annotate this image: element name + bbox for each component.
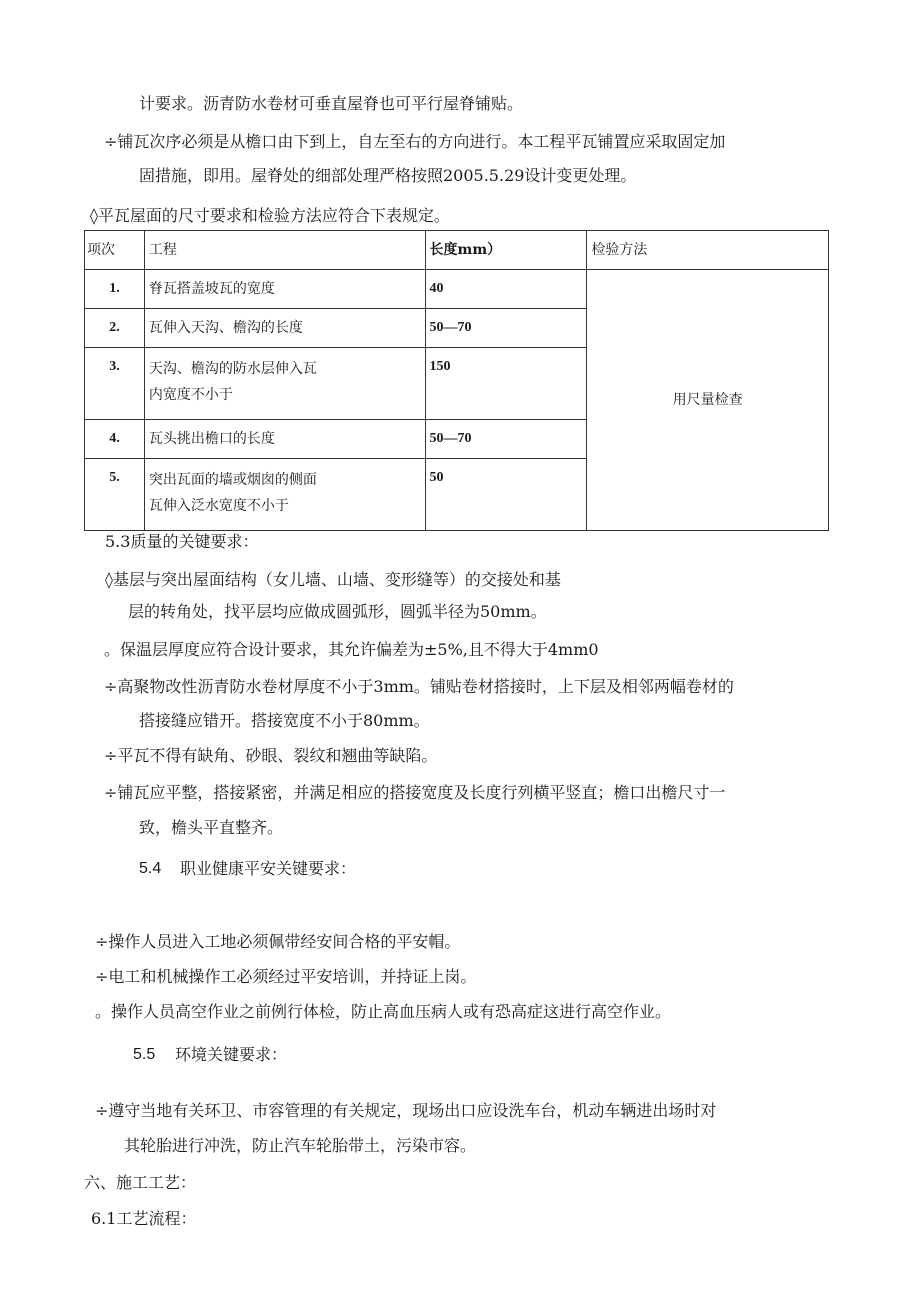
table-caption: ◊平瓦屋面的尺寸要求和检验方法应符合下表规定。 — [90, 206, 450, 225]
quality-req-1-line2: 层的转角处，找平层均应做成圆弧形，圆弧半径为50mm。 — [128, 602, 547, 621]
quality-req-1-line1: ◊基层与突出屋面结构（女儿墙、山墙、变形缝等）的交接处和基 — [105, 570, 561, 589]
quality-req-2: 。保温层厚度应符合设计要求，其允许偏差为±5%,且不得大于4mm0 — [104, 640, 599, 659]
para-tile-order-line1: ÷铺瓦次序必须是从檐口由下到上，自左至右的方向进行。本工程平瓦铺置应采取固定加 — [104, 132, 726, 151]
row-length: 50—70 — [429, 320, 472, 335]
quality-req-3-line1: ÷高聚物改性沥青防水卷材厚度不小于3mm。铺贴卷材搭接时，上下层及相邻两幅卷材的 — [104, 677, 734, 696]
header-length: 长度mm） — [429, 242, 502, 258]
row-length: 150 — [429, 359, 451, 374]
row-no: 4. — [109, 431, 120, 446]
row-length: 50—70 — [429, 431, 472, 446]
para-tile-order-line2: 固措施，即用。屋脊处的细部处理严格按照2005.5.29设计变更处理。 — [139, 166, 637, 185]
section-6-1-title: 6.1工艺流程： — [91, 1209, 197, 1228]
inspection-method: 用尺量检查 — [672, 392, 743, 408]
safety-req-1: ÷操作人员进入工地必须佩带经安间合格的平安帽。 — [95, 932, 461, 951]
row-no: 2. — [109, 320, 120, 335]
quality-req-3-line2: 搭接缝应错开。搭接宽度不小于80mm。 — [139, 711, 430, 730]
quality-req-4: ÷平瓦不得有缺角、砂眼、裂纹和翘曲等缺陷。 — [104, 746, 438, 765]
header-method: 检验方法 — [591, 242, 648, 258]
env-req-line2: 其轮胎进行冲洗，防止汽车轮胎带土，污染市容。 — [124, 1136, 477, 1155]
row-item: 瓦头挑出檐口的长度 — [148, 431, 275, 447]
row-item: 脊瓦搭盖坡瓦的宽度 — [148, 281, 275, 297]
header-item: 工程 — [148, 242, 177, 258]
section-6-title: 六、施工工艺： — [84, 1173, 197, 1192]
row-length: 50 — [429, 470, 444, 485]
section-5-4-number: 5.4 — [139, 860, 162, 877]
row-length: 40 — [429, 281, 444, 296]
quality-req-5-line2: 致，檐头平直整齐。 — [139, 818, 284, 837]
row-item: 瓦伸入天沟、檐沟的长度 — [148, 320, 303, 336]
env-req-line1: ÷遵守当地有关环卫、市容管理的有关规定，现场出口应设洗车台，机动车辆进出场时对 — [95, 1101, 717, 1120]
safety-req-2: ÷电工和机械操作工必须经过平安培训，并持证上岗。 — [95, 967, 477, 986]
row-no: 1. — [109, 281, 120, 296]
section-5-5-title: 环境关键要求： — [175, 1045, 288, 1064]
header-no: 项次 — [87, 242, 115, 258]
quality-req-5-line1: ÷铺瓦应平整，搭接紧密，并满足相应的搭接宽度及长度行列横平竖直；檐口出檐尺寸一 — [104, 783, 726, 802]
row-item-line1: 天沟、檐沟的防水层伸入瓦 — [148, 361, 317, 377]
row-no: 3. — [109, 359, 120, 374]
row-item-line2: 内宽度不小于 — [148, 387, 233, 403]
row-item-line1: 突出瓦面的墙或烟囱的侧面 — [148, 472, 317, 488]
table-row — [85, 270, 829, 309]
para-membrane-direction: 计要求。沥青防水卷材可垂直屋脊也可平行屋脊铺贴。 — [139, 94, 524, 113]
safety-req-3: 。操作人员高空作业之前例行体检，防止高血压病人或有恐高症这进行高空作业。 — [95, 1002, 672, 1021]
section-5-3-title: 5.3质量的关键要求： — [105, 532, 259, 551]
section-5-5-number: 5.5 — [133, 1046, 156, 1063]
row-no: 5. — [109, 470, 120, 485]
table-header-row — [85, 231, 829, 270]
row-item-line2: 瓦伸入泛水宽度不小于 — [148, 498, 289, 514]
spec-table — [84, 230, 829, 531]
section-5-4-title: 职业健康平安关键要求： — [180, 859, 357, 878]
